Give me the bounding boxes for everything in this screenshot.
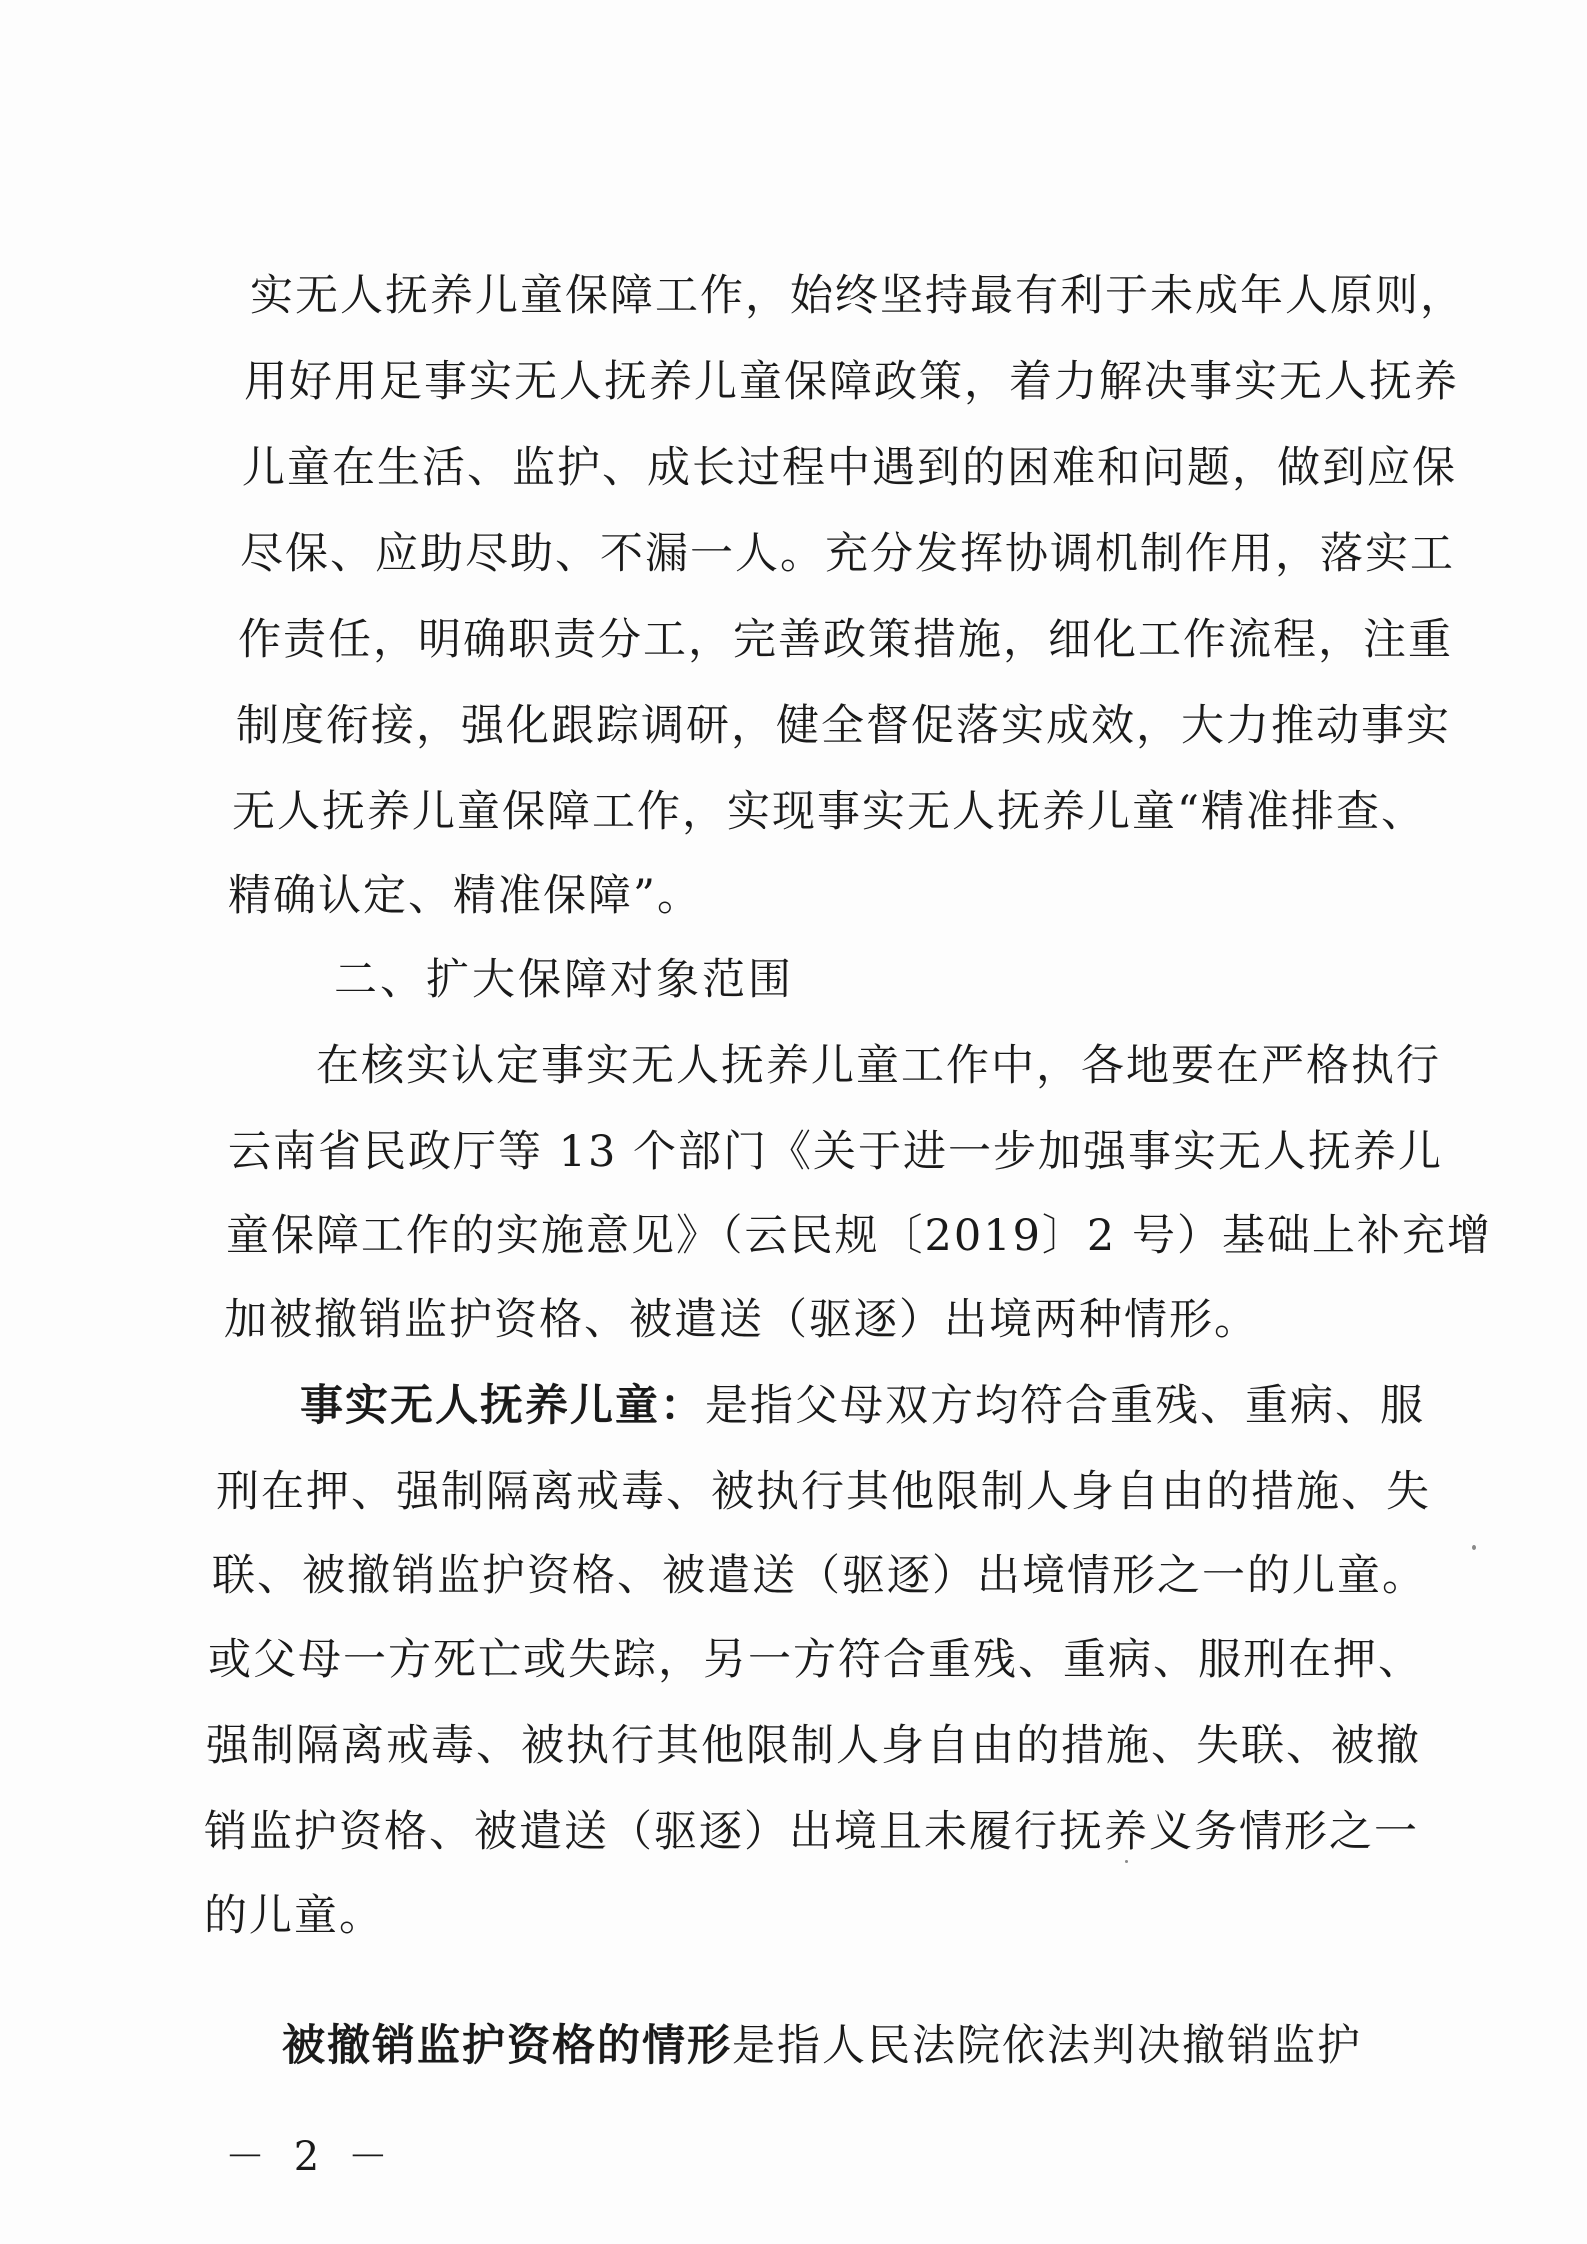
body-line-1: 实无人抚养儿童保障工作，始终坚持最有利于未成年人原则， — [250, 271, 1465, 321]
definition-line-6: 销监护资格、被遣送（驱逐）出境且未履行抚养义务情形之一 — [204, 1807, 1419, 1857]
section-line-1: 在核实认定事实无人抚养儿童工作中，各地要在严格执行 — [316, 1041, 1441, 1091]
body-line-6: 制度衔接，强化跟踪调研，健全督促落实成效，大力推动事实 — [236, 701, 1451, 751]
definition-line-7: 的儿童。 — [204, 1891, 384, 1941]
body-line-4: 尽保、应助尽助、不漏一人。充分发挥协调机制作用，落实工 — [240, 529, 1455, 579]
section-line-3: 童保障工作的实施意见》（云民规〔2019〕2 号）基础上补充增 — [226, 1211, 1492, 1261]
revocation-term: 被撤销监护资格的情形 — [282, 2021, 732, 2071]
definition-line-4: 或父母一方死亡或失踪，另一方符合重残、重病、服刑在押、 — [208, 1635, 1423, 1685]
definition-line-2: 刑在押、强制隔离戒毒、被执行其他限制人身自由的措施、失 — [216, 1467, 1431, 1517]
definition-first-rest: 是指父母双方均符合重残、重病、服 — [705, 1381, 1425, 1431]
revocation-line — [282, 2016, 1402, 2076]
section-heading: 二、扩大保障对象范围 — [334, 955, 794, 1005]
body-line-5: 作责任，明确职责分工，完善政策措施，细化工作流程，注重 — [238, 615, 1453, 665]
definition-line-3: 联、被撤销监护资格、被遣送（驱逐）出境情形之一的儿童。 — [212, 1551, 1427, 1601]
body-line-8: 精确认定、精准保障”。 — [228, 871, 702, 921]
body-line-2: 用好用足事实无人抚养儿童保障政策，着力解决事实无人抚养 — [244, 357, 1459, 407]
scan-speck — [1472, 1545, 1476, 1550]
definition-line-1 — [300, 1376, 1425, 1436]
revocation-rest: 是指人民法院依法判决撤销监护 — [732, 2021, 1362, 2071]
definition-line-5: 强制隔离戒毒、被执行其他限制人身自由的措施、失联、被撤 — [206, 1721, 1421, 1771]
scan-speck — [1125, 1860, 1128, 1863]
body-line-7: 无人抚养儿童保障工作，实现事实无人抚养儿童“精准排查、 — [232, 787, 1426, 837]
page-number: － 2 － — [225, 2134, 396, 2180]
section-line-2: 云南省民政厅等 13 个部门《关于进一步加强事实无人抚养儿 — [228, 1127, 1444, 1177]
body-line-3: 儿童在生活、监护、成长过程中遇到的困难和问题，做到应保 — [242, 443, 1457, 493]
section-line-4: 加被撤销监护资格、被遣送（驱逐）出境两种情形。 — [224, 1295, 1259, 1345]
definition-term: 事实无人抚养儿童： — [300, 1381, 705, 1431]
